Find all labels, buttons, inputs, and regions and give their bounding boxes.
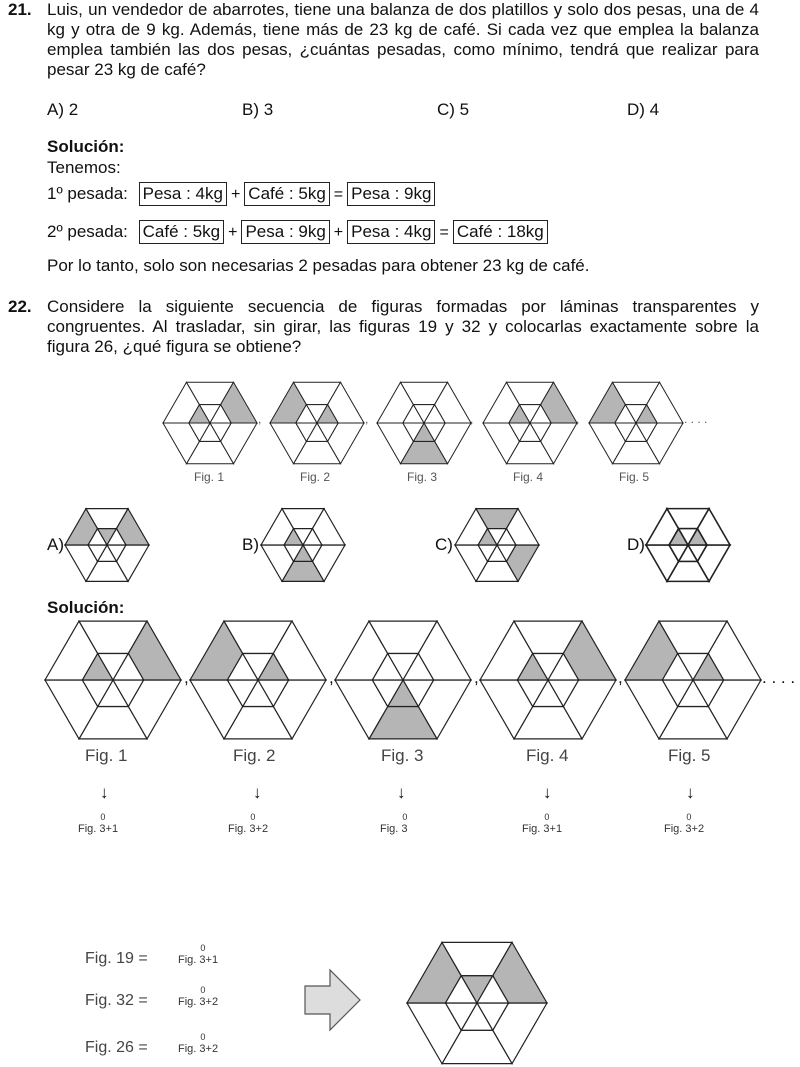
step1-label: 1º pesada: <box>47 184 128 203</box>
large-fig-label: Fig. 1 <box>85 746 128 765</box>
equation-rhs <box>178 1032 219 1055</box>
equation-lhs: Fig. 19 = <box>85 950 148 967</box>
q21-conclusion: Por lo tanto, solo son necesarias 2 pesadas para obtener 23 kg de café. <box>47 256 590 275</box>
sequence-large <box>45 621 761 739</box>
step1-term: Pesa : 9kg <box>347 182 435 206</box>
q21-number: 21. <box>8 0 32 19</box>
separator-comma: , <box>576 412 580 426</box>
q22-option-b: B) <box>242 535 259 554</box>
separator-comma: , <box>474 668 479 687</box>
ellipsis: . . . . <box>762 668 796 687</box>
step2-term: Pesa : 9kg <box>241 220 329 244</box>
mapping-sup: 0 <box>402 812 408 822</box>
step2-label: 2º pesada: <box>47 222 128 241</box>
large-fig-label: Fig. 5 <box>668 746 711 765</box>
mapping-fig: Fig. <box>664 823 683 835</box>
result-figure <box>407 942 547 1063</box>
q21-option-a: A) 2 <box>47 100 79 119</box>
q22-text: Considere la siguiente secuencia de figuras formadas por láminas transparentes y congruentes. Al trasladar, sin girar, las figuras 19 y 32 y colocarlas exactamente sobre la figura 26, ¿qué figura se obtiene? <box>47 297 759 356</box>
q22-option-c: C) <box>435 535 453 554</box>
q22-solution-title: Solución: <box>47 598 125 617</box>
equation-fig: Fig. <box>178 954 197 966</box>
mapping-fig: Fig. <box>522 823 541 835</box>
plus-sign: + <box>228 224 238 241</box>
down-arrow-icon: ↓ <box>253 783 262 802</box>
plus-sign: + <box>333 224 344 241</box>
equation-base: 3+1 <box>199 954 219 966</box>
equals-sign: = <box>439 224 449 241</box>
mapping-base: 3+2 <box>249 823 269 835</box>
right-arrow-icon <box>305 970 360 1030</box>
separator-comma: , <box>258 412 262 426</box>
step2-term: Café : 5kg <box>139 220 225 244</box>
mapping-fig: Fig. <box>228 823 247 835</box>
q21-option-b: B) 3 <box>242 100 274 119</box>
ellipsis: . . . . <box>684 412 708 426</box>
step1-term: Café : 5kg <box>244 182 330 206</box>
separator-comma: , <box>618 668 623 687</box>
mapping-base: 3+2 <box>685 823 705 835</box>
q21-intro: Tenemos: <box>47 158 121 177</box>
separator-comma: , <box>470 412 474 426</box>
separator-comma: , <box>329 668 334 687</box>
mapping-fig: Fig. <box>78 823 97 835</box>
equation-fig: Fig. <box>178 996 197 1008</box>
large-fig-label: Fig. 4 <box>526 746 569 765</box>
mapping-label <box>228 812 269 835</box>
down-arrow-icon: ↓ <box>100 783 109 802</box>
mapping-sup: 0 <box>686 812 692 822</box>
mapping-sup: 0 <box>200 1032 206 1042</box>
small-fig-label: Fig. 2 <box>300 470 331 484</box>
equation-fig: Fig. <box>178 1043 197 1055</box>
q21-text: Luis, un vendedor de abarrotes, tiene una balanza de dos platillos y solo dos pesas, una de 4 kg y otra de 9 kg. Además, tiene más de 23 kg de café. Si cada vez que emplea la balanza emplea también las dos pesas, ¿cuántas pesadas, como mínimo, tendrá que realizar para pesar 23 kg de café? <box>47 0 759 79</box>
separator-comma: , <box>184 668 189 687</box>
mapping-base: 3+1 <box>543 823 563 835</box>
mapping-label <box>78 812 119 835</box>
q22-option-a: A) <box>47 535 64 554</box>
equation-rhs <box>178 943 219 966</box>
down-arrow-icon: ↓ <box>686 783 695 802</box>
mapping-label <box>664 812 705 835</box>
mapping-label <box>522 812 563 835</box>
down-arrow-icon: ↓ <box>543 783 552 802</box>
large-fig-label: Fig. 2 <box>233 746 276 765</box>
q22-number: 22. <box>8 297 32 316</box>
equation-base: 3+2 <box>199 1043 219 1055</box>
large-fig-label: Fig. 3 <box>381 746 424 765</box>
step1-term: Pesa : 4kg <box>139 182 227 206</box>
mapping-sup: 0 <box>200 943 206 953</box>
q21-option-c: C) 5 <box>437 100 470 119</box>
equation-base: 3+2 <box>199 996 219 1008</box>
plus-sign: + <box>230 186 241 203</box>
q21-solution-title: Solución: <box>47 137 125 156</box>
equation-rhs <box>178 985 219 1008</box>
step2-term: Café : 18kg <box>453 220 548 244</box>
small-fig-label: Fig. 1 <box>194 470 225 484</box>
mapping-sup: 0 <box>200 985 206 995</box>
step2-term: Pesa : 4kg <box>347 220 435 244</box>
mapping-sup: 0 <box>100 812 106 822</box>
mapping-sup: 0 <box>544 812 550 822</box>
equation-lhs: Fig. 26 = <box>85 1039 148 1056</box>
small-fig-label: Fig. 4 <box>513 470 544 484</box>
down-arrow-icon: ↓ <box>397 783 406 802</box>
sequence-small <box>163 382 683 463</box>
mapping-base: 3+1 <box>99 823 119 835</box>
small-fig-label: Fig. 5 <box>619 470 650 484</box>
q21-option-d: D) 4 <box>627 100 660 119</box>
mapping-fig: Fig. <box>380 823 399 835</box>
mapping-label <box>380 812 408 835</box>
mapping-sup: 0 <box>250 812 256 822</box>
q22-option-d: D) <box>627 535 645 554</box>
mapping-base: 3 <box>401 823 408 835</box>
separator-comma: , <box>365 412 369 426</box>
equation-lhs: Fig. 32 = <box>85 992 148 1009</box>
equals-sign: = <box>333 186 344 203</box>
small-fig-label: Fig. 3 <box>407 470 438 484</box>
